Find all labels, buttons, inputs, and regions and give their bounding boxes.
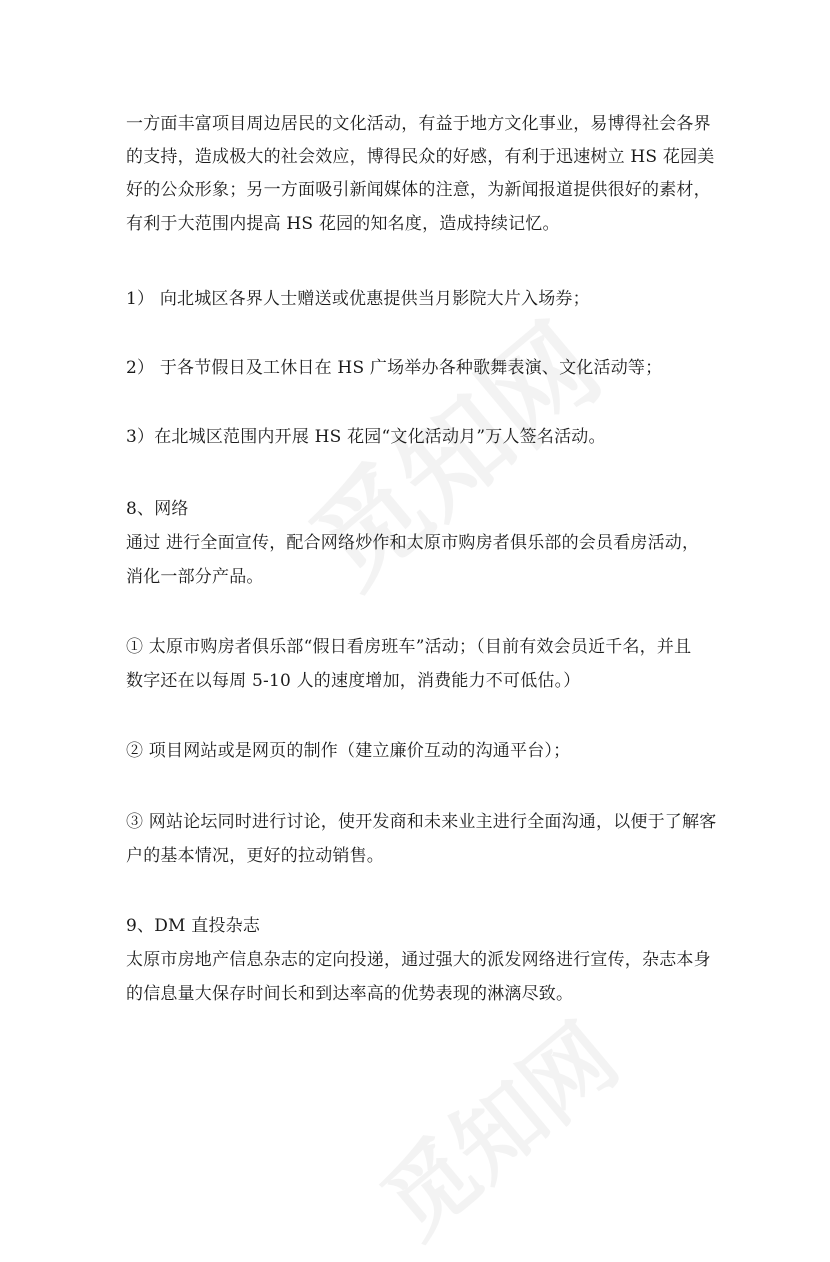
network-item-3-line-2: 户的基本情况，更好的拉动销售。	[126, 846, 384, 866]
intro-line-4: 有利于大范围内提高 HS 花园的知名度，造成持续记忆。	[126, 214, 560, 234]
watermark-bottom	[350, 988, 640, 1261]
culture-list-item-1: 1） 向北城区各界人士赠送或优惠提供当月影院大片入场券；	[126, 289, 590, 309]
network-intro-line-2: 消化一部分产品。	[126, 567, 264, 587]
watermark	[273, 282, 627, 615]
network-item-3-line-1: ③ 网站论坛同时进行讨论，使开发商和未来业主进行全面沟通，以便于了解客	[126, 812, 717, 832]
dm-line-1: 太原市房地产信息杂志的定向投递，通过强大的派发网络进行宣传，杂志本身	[126, 950, 711, 970]
intro-line-1: 一方面丰富项目周边居民的文化活动，有益于地方文化事业，易博得社会各界	[126, 114, 711, 134]
section-heading-dm: 9、DM 直投杂志	[126, 916, 261, 936]
culture-list-item-3: 3）在北城区范围内开展 HS 花园“文化活动月”万人签名活动。	[126, 427, 606, 447]
network-item-1-line-1: ① 太原市购房者俱乐部“假日看房班车”活动；（目前有效会员近千名，并且	[126, 637, 692, 657]
network-intro-line-1: 通过 进行全面宣传，配合网络炒作和太原市购房者俱乐部的会员看房活动，	[126, 533, 700, 553]
intro-line-2: 的支持，造成极大的社会效应，博得民众的好感，有利于迅速树立 HS 花园美	[126, 147, 715, 167]
section-heading-network: 8、网络	[126, 499, 189, 519]
network-item-1-line-2: 数字还在以每周 5-10 人的速度增加，消费能力不可低估。）	[126, 671, 581, 691]
intro-line-3: 好的公众形象；另一方面吸引新闻媒体的注意，为新闻报道提供很好的素材，	[126, 180, 711, 200]
dm-line-2: 的信息量大保存时间长和到达率高的优势表现的淋漓尽致。	[126, 984, 574, 1004]
culture-list-item-2: 2） 于各节假日及工休日在 HS 广场举办各种歌舞表演、文化活动等；	[126, 358, 663, 378]
network-item-2: ② 项目网站或是网页的制作（建立廉价互动的沟通平台）；	[126, 741, 571, 761]
